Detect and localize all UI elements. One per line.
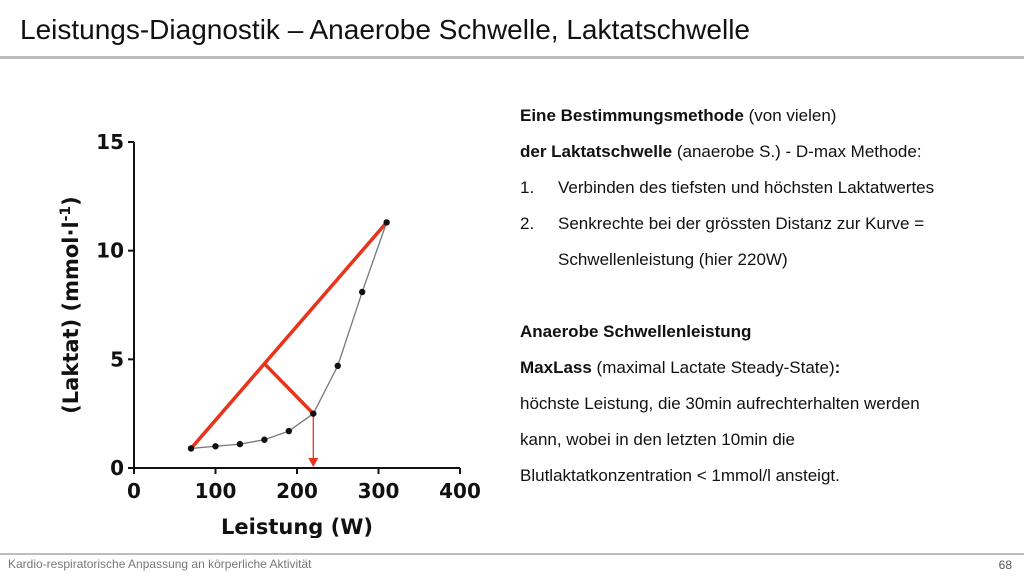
method-heading-rest: (von vielen) [743,106,837,125]
list-item-2-text: Senkrechte bei der grössten Distanz zur Kurve = [558,214,925,233]
method-heading-line [520,98,1010,134]
method-subheading-rest: (anaerobe S.) - D-max Methode: [672,142,922,161]
maxlass-line [520,350,1010,386]
title-divider [0,56,1024,59]
lactate-chart [50,118,500,538]
x-axis-label: Leistung (W) [221,515,373,538]
data-point [188,445,194,451]
y-tick-label: 15 [96,130,124,154]
data-point [310,410,316,416]
data-point [335,363,341,369]
x-tick-label: 300 [357,479,400,503]
data-point [359,289,365,295]
maxlass-bold: MaxLass [520,358,592,377]
threshold-arrow-head [308,458,318,467]
list-item-1-text: Verbinden des tiefsten und höchsten Laktatwertes [558,178,935,197]
method-heading-bold: Eine Bestimmungsmethode [520,106,744,125]
list-item-2-number: 2. [520,214,535,233]
maxlass-colon: : [834,358,841,377]
data-point [383,219,389,225]
maxlass-rest: (maximal Lactate Steady-State) [591,358,835,377]
y-tick-label: 5 [110,347,124,372]
list-item-1-number: 1. [520,178,535,197]
x-tick-label: 400 [439,479,481,503]
x-tick-label: 200 [276,479,318,503]
y-tick-label: 10 [96,238,124,263]
data-point [261,437,267,443]
data-point [212,443,218,449]
footer-text: Kardio-respiratorische Anpassung an körperliche Aktivität [8,557,312,571]
x-tick-label: 100 [194,479,237,503]
y-tick-label: 0 [110,456,124,480]
definition-line-2: kann, wobei in den letzten 10min die [520,430,796,449]
dmax-perpendicular-line [264,364,313,414]
definition-line-3: Blutlaktatkonzentration < 1mmol/l ansteigt. [520,466,840,485]
threshold-heading-bold: Anaerobe Schwellenleistung [520,322,752,341]
method-subheading-line [520,134,1010,170]
list-item-2-continuation: Schwellenleistung (hier 220W) [558,250,788,269]
data-point [286,428,292,434]
page-number: 68 [998,558,1012,572]
threshold-heading [520,314,1010,350]
list-item-2 [520,206,1010,242]
definition-line-1: höchste Leistung, die 30min aufrechterhalten werden [520,394,920,413]
slide-title: Leistungs-Diagnostik – Anaerobe Schwelle, Laktatschwelle [20,14,750,45]
list-item-1 [520,170,1010,206]
y-axis-label: (Laktat) $(mmol\cdot l^{-1})$ [58,196,83,414]
dmax-connecting-line [191,222,387,448]
x-tick-label: 0 [127,479,141,503]
method-subheading-bold: der Laktatschwelle [520,142,673,161]
paragraph-gap [520,278,1010,314]
footer-divider [0,553,1024,555]
data-point [237,441,243,447]
description-text [520,98,1010,494]
